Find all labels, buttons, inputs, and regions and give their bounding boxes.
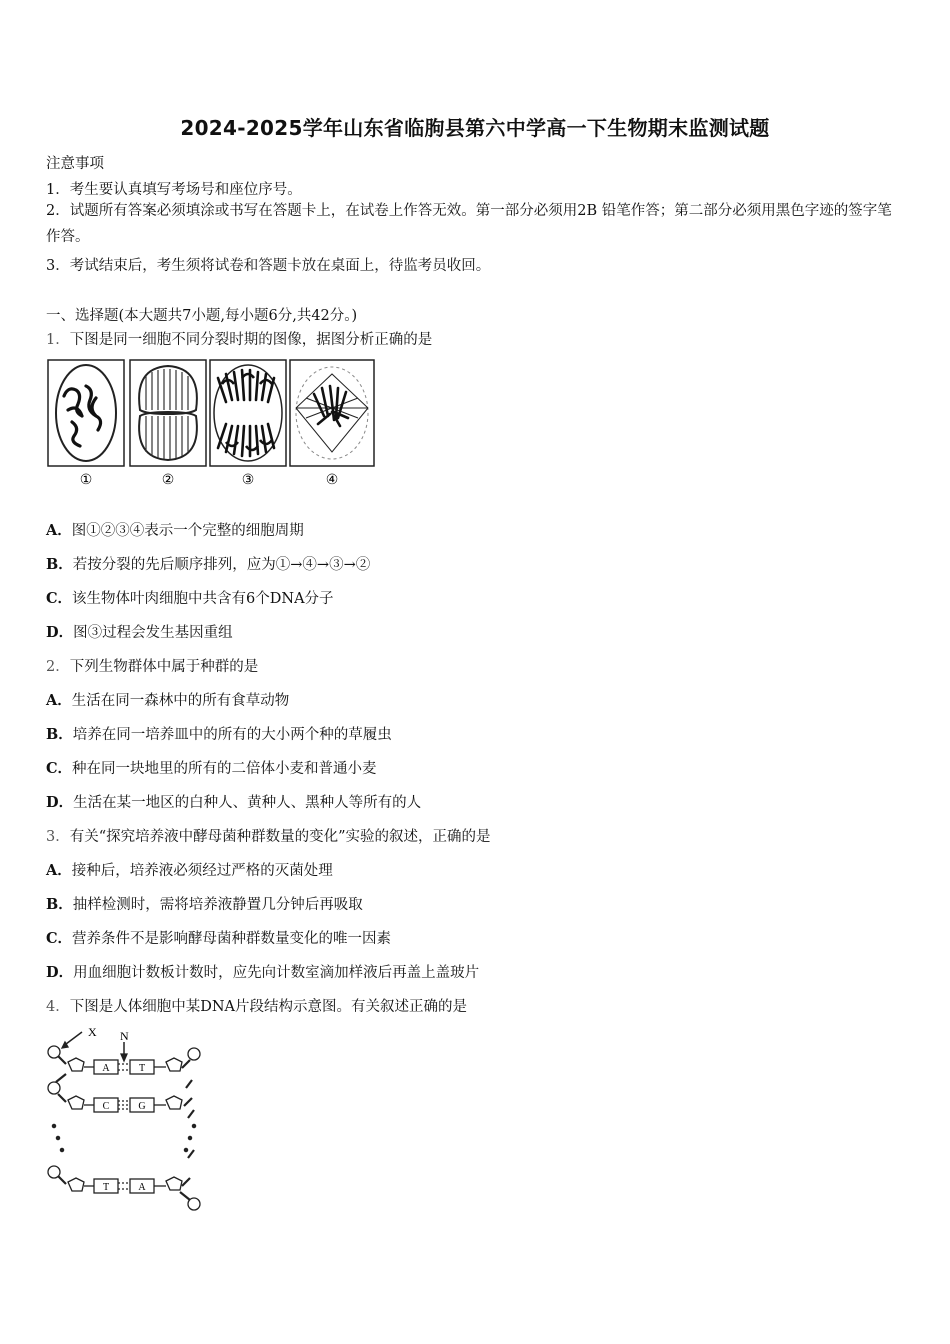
option-key: C． bbox=[46, 930, 73, 947]
option-text: 接种后，培养液必须经过严格的灭菌处理 bbox=[71, 863, 333, 879]
notice-item-1: 1．考生要认真填写考场号和座位序号。 bbox=[46, 182, 302, 198]
option-text: 该生物体叶肉细胞中共含有6个DNA分子 bbox=[72, 591, 334, 607]
dna-label-n: N bbox=[120, 1029, 129, 1043]
option-text: 图③过程会发生基因重组 bbox=[73, 625, 233, 641]
cell-figure-3 bbox=[210, 360, 286, 488]
question-text: 下图是人体细胞中某DNA片段结构示意图。有关叙述正确的是 bbox=[69, 999, 468, 1015]
option-key: D． bbox=[46, 794, 74, 811]
option-key: B． bbox=[46, 726, 73, 743]
cell-label-2: ② bbox=[161, 473, 175, 488]
cell-figure-2 bbox=[130, 360, 206, 488]
cell-label-4: ④ bbox=[325, 473, 339, 488]
q1-option-a[interactable] bbox=[46, 519, 304, 540]
dna-base: A bbox=[138, 1182, 146, 1193]
option-text: 种在同一块地里的所有的二倍体小麦和普通小麦 bbox=[72, 761, 377, 777]
option-text: 图①②③④表示一个完整的细胞周期 bbox=[71, 523, 304, 539]
option-key: A． bbox=[46, 862, 72, 879]
exam-title: 2024-2025学年山东省临朐县第六中学高一下生物期末监测试题 bbox=[180, 116, 770, 140]
option-key: C． bbox=[46, 590, 73, 607]
notice-item-2: 2．试题所有答案必须填涂或书写在答题卡上，在试卷上作答无效。第一部分必须用2B 铅笔作答；第二部分必须用黑色字迹的签字笔作答。 bbox=[46, 203, 892, 245]
option-key: D． bbox=[46, 964, 74, 981]
q2-option-d[interactable] bbox=[46, 791, 421, 812]
dna-base: T bbox=[102, 1182, 110, 1193]
question-2-stem bbox=[46, 655, 258, 676]
notice-item-3: 3．考试结束后，考生须将试卷和答题卡放在桌面上，待监考员收回。 bbox=[46, 258, 491, 274]
option-key: A． bbox=[46, 522, 72, 539]
dna-structure-figure bbox=[44, 1026, 214, 1212]
option-text: 生活在同一森林中的所有食草动物 bbox=[71, 693, 290, 709]
option-key: B． bbox=[46, 556, 73, 573]
cell-figure-4 bbox=[290, 360, 374, 488]
q3-option-b[interactable] bbox=[46, 893, 363, 914]
cell-label-3: ③ bbox=[241, 473, 255, 488]
q1-option-d[interactable] bbox=[46, 621, 233, 642]
dna-base: G bbox=[138, 1101, 146, 1112]
q2-option-a[interactable] bbox=[46, 689, 289, 710]
q3-option-c[interactable] bbox=[46, 927, 391, 948]
q2-option-c[interactable] bbox=[46, 757, 377, 778]
option-key: D． bbox=[46, 624, 74, 641]
question-number: 2． bbox=[46, 659, 70, 675]
dna-base: T bbox=[138, 1063, 146, 1074]
q3-option-a[interactable] bbox=[46, 859, 333, 880]
option-key: A． bbox=[46, 692, 72, 709]
question-4-stem bbox=[46, 995, 467, 1016]
question-text: 有关“探究培养液中酵母菌种群数量的变化”实验的叙述，正确的是 bbox=[69, 829, 491, 845]
option-text: 培养在同一培养皿中的所有的大小两个种的草履虫 bbox=[72, 727, 392, 743]
cell-division-figure bbox=[46, 356, 378, 490]
option-text: 营养条件不是影响酵母菌种群数量变化的唯一因素 bbox=[72, 931, 392, 947]
question-1-stem bbox=[46, 328, 432, 349]
option-key: B． bbox=[46, 896, 73, 913]
notice-heading: 注意事项 bbox=[46, 156, 104, 172]
q1-option-c[interactable] bbox=[46, 587, 334, 608]
option-text: 若按分裂的先后顺序排列，应为①→④→③→② bbox=[72, 557, 371, 573]
cell-figure-1 bbox=[48, 360, 124, 488]
q1-option-b[interactable] bbox=[46, 553, 370, 574]
option-text: 生活在某一地区的白种人、黄种人、黑种人等所有的人 bbox=[73, 795, 422, 811]
question-number: 1． bbox=[46, 332, 70, 348]
dna-label-x: X bbox=[88, 1026, 97, 1039]
q3-option-d[interactable] bbox=[46, 961, 479, 982]
cell-label-1: ① bbox=[79, 473, 93, 488]
question-text: 下列生物群体中属于种群的是 bbox=[69, 659, 259, 675]
option-text: 抽样检测时，需将培养液静置几分钟后再吸取 bbox=[72, 897, 363, 913]
dna-base: C bbox=[102, 1101, 110, 1112]
dna-base: A bbox=[102, 1063, 110, 1074]
section-heading: 一、选择题(本大题共7小题,每小题6分,共42分。) bbox=[46, 308, 358, 324]
question-3-stem bbox=[46, 825, 491, 846]
option-key: C． bbox=[46, 760, 73, 777]
question-number: 3． bbox=[46, 829, 70, 845]
question-number: 4． bbox=[46, 999, 70, 1015]
option-text: 用血细胞计数板计数时，应先向计数室滴加样液后再盖上盖玻片 bbox=[73, 965, 480, 981]
question-text: 下图是同一细胞不同分裂时期的图像，据图分析正确的是 bbox=[69, 332, 433, 348]
q2-option-b[interactable] bbox=[46, 723, 392, 744]
